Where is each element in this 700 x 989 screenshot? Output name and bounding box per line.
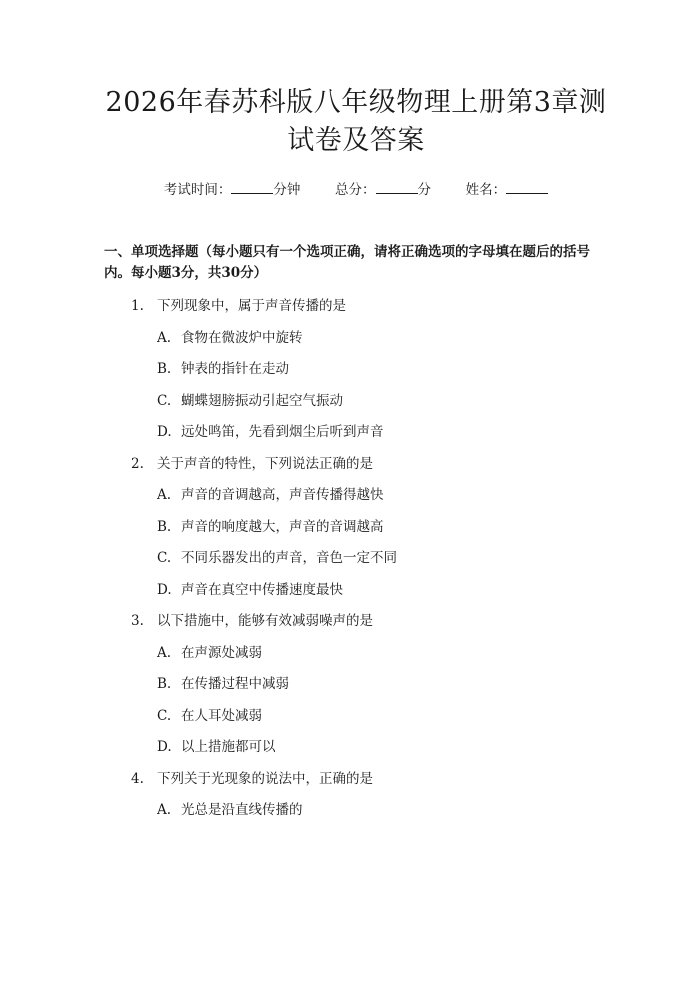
document-title: 2026年春苏科版八年级物理上册第3章测试卷及答案 xyxy=(105,87,607,156)
option-text: 声音的音调越高，声音传播得越快 xyxy=(181,487,384,503)
option-letter: C. xyxy=(157,392,172,409)
option-text: 在人耳处减弱 xyxy=(181,707,262,724)
question-list xyxy=(104,296,608,820)
option-text: 不同乐器发出的声音，音色一定不同 xyxy=(181,550,397,566)
option-letter: A. xyxy=(157,644,172,661)
option-item xyxy=(104,737,608,757)
question-stem: 下列现象中，属于声音传播的是 xyxy=(157,298,346,314)
option-letter: A. xyxy=(157,329,172,346)
option-list xyxy=(104,643,608,758)
question-item xyxy=(104,296,608,442)
question-stem: 下列关于光现象的说法中，正确的是 xyxy=(157,770,373,787)
option-item xyxy=(104,674,608,694)
option-letter: B. xyxy=(157,676,172,692)
option-item xyxy=(104,485,608,505)
question-item xyxy=(104,454,608,600)
option-item xyxy=(104,359,608,379)
option-letter: D. xyxy=(157,739,172,755)
option-list xyxy=(104,485,608,600)
exam-time-unit: 分钟 xyxy=(273,182,301,198)
option-letter: C. xyxy=(157,550,172,566)
student-name-label: 姓名： xyxy=(465,182,507,198)
option-item xyxy=(104,800,608,820)
question-number: 2. xyxy=(131,455,144,472)
option-text: 声音的响度越大，声音的音调越高 xyxy=(181,518,384,535)
total-score-blank xyxy=(376,180,418,194)
option-list xyxy=(104,328,608,443)
option-text: 在声源处减弱 xyxy=(181,644,262,661)
question-stem-line xyxy=(104,454,608,474)
exam-info-line xyxy=(104,180,608,200)
option-letter: A. xyxy=(157,802,172,818)
option-item xyxy=(104,328,608,348)
option-letter: B. xyxy=(157,361,172,377)
question-item xyxy=(104,611,608,757)
option-letter: C. xyxy=(157,707,172,724)
question-number: 1. xyxy=(131,298,144,314)
option-item xyxy=(104,580,608,600)
option-text: 光总是沿直线传播的 xyxy=(181,802,303,818)
section-heading: 一、单项选择题（每小题只有一个选项正确，请将正确选项的字母填在题后的括号内。每小题3分，共30分） xyxy=(104,244,590,281)
option-item xyxy=(104,517,608,537)
total-score-unit: 分 xyxy=(417,182,431,198)
option-item xyxy=(104,706,608,726)
option-letter: D. xyxy=(157,424,172,440)
total-score-label: 总分： xyxy=(335,182,376,198)
option-item xyxy=(104,643,608,663)
question-stem: 关于声音的特性，下列说法正确的是 xyxy=(157,455,373,472)
option-text: 在传播过程中减弱 xyxy=(181,676,289,692)
option-item xyxy=(104,422,608,442)
question-stem-line xyxy=(104,611,608,631)
question-stem-line xyxy=(104,769,608,789)
option-text: 以上措施都可以 xyxy=(181,739,276,755)
option-text: 钟表的指针在走动 xyxy=(181,361,289,377)
question-stem-line xyxy=(104,296,608,316)
student-name-blank xyxy=(506,180,548,194)
exam-time-label: 考试时间： xyxy=(163,182,232,198)
option-list xyxy=(104,800,608,820)
option-item xyxy=(104,548,608,568)
option-item xyxy=(104,391,608,411)
option-text: 食物在微波炉中旋转 xyxy=(181,329,303,346)
question-stem: 以下措施中，能够有效减弱噪声的是 xyxy=(157,613,373,629)
question-number: 4. xyxy=(131,770,144,787)
document-page xyxy=(0,84,700,989)
question-item xyxy=(104,769,608,821)
option-letter: A. xyxy=(157,487,172,503)
exam-time-blank xyxy=(231,180,273,194)
option-text: 蝴蝶翅膀振动引起空气振动 xyxy=(181,392,343,409)
option-letter: D. xyxy=(157,581,172,598)
option-text: 远处鸣笛，先看到烟尘后听到声音 xyxy=(181,424,384,440)
option-text: 声音在真空中传播速度最快 xyxy=(181,581,343,598)
question-number: 3. xyxy=(131,613,144,629)
option-letter: B. xyxy=(157,518,172,535)
